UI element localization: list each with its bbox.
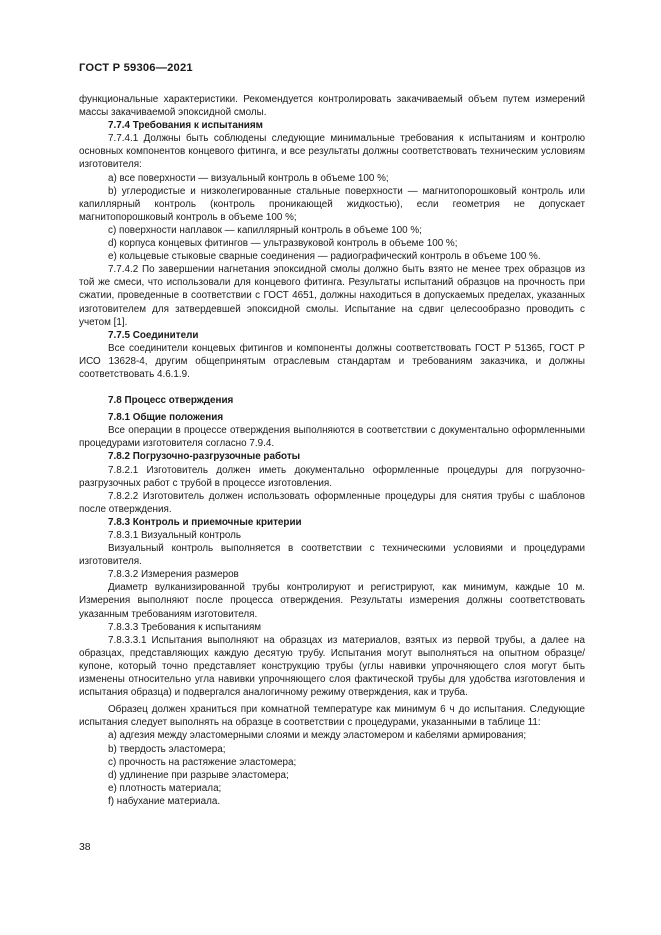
body-paragraph: d) корпуса концевых фитингов — ультразвуковой контроль в объеме 100 %; <box>108 238 458 250</box>
body-paragraph: функциональные характеристики. Рекомендуется контролировать закачиваемый объем путем измерений массы закачиваемой эпоксидной смолы. <box>79 94 585 119</box>
body-paragraph: c) поверхности наплавок — капиллярный контроль в объеме 100 %; <box>108 224 422 236</box>
body-paragraph: e) плотность материала; <box>108 782 222 794</box>
body-paragraph: Все соединители концевых фитингов и компоненты должны соответствовать ГОСТ Р 51365, ГОСТ Р ИСО 13628-4, другим общепринятым отраслевым стандартам и требованиям заказчика, и должны соответствовать 4.6.1.9. <box>79 342 585 380</box>
section-heading: 7.7.5 Соединители <box>108 329 199 341</box>
body-paragraph: d) удлинение при разрыве эластомера; <box>108 769 289 781</box>
section-heading: 7.7.4 Требования к испытаниям <box>108 120 263 132</box>
body-paragraph: а) все поверхности — визуальный контроль в объеме 100 %; <box>108 172 389 184</box>
body-paragraph: c) прочность на растяжение эластомера; <box>108 756 297 768</box>
body-paragraph: Диаметр вулканизированной трубы контролируют и регистрируют, как минимум, каждые 10 м. Измерения выполняют после процесса отверждения. Результаты измерения должны соответствовать указанным требованиям изготовителя. <box>79 582 585 620</box>
body-paragraph: 7.8.3.3 Требования к испытаниям <box>108 621 262 633</box>
body-paragraph: 7.7.4.2 По завершении нагнетания эпоксидной смолы должно быть взято не менее трех образцов из той же смеси, что использовали для концевого фитинга. Результаты испытаний образцов на прочность при сжатии, проведенные в соответствии с ГОСТ 4651, должны находиться в допускаемых пределах, указанных изготовителем для затвердевшей эпоксидной смолы. Испытание на сдвиг целесообразно проводить с учетом [1]. <box>79 264 585 328</box>
body-paragraph: 7.7.4.1 Должны быть соблюдены следующие минимальные требования к испытаниям и контролю основных компонентов концевого фитинга, и все результаты должны соответствовать техническим условиям изготовителя: <box>79 133 585 171</box>
body-paragraph: 7.8.2.2 Изготовитель должен использовать оформленные процедуры для снятия трубы с шаблонов после отверждения. <box>79 490 585 515</box>
body-paragraph: Образец должен храниться при комнатной температуре как минимум 6 ч до испытания. Следующие испытания следует выполнять на образце в соответствии с процедурами, указанными в таблице 11: <box>79 704 585 729</box>
body-paragraph: Визуальный контроль выполняется в соответствии с техническими условиями и процедурами изготовителя. <box>79 543 585 568</box>
section-heading: 7.8 Процесс отверждения <box>108 395 234 407</box>
page-body <box>79 93 585 808</box>
page-number: 38 <box>79 842 91 853</box>
body-paragraph: e) кольцевые стыковые сварные соединения — радиографический контроль в объеме 100 %. <box>108 251 541 263</box>
body-paragraph: 7.8.3.3.1 Испытания выполняют на образцах из материалов, взятых из первой трубы, а далее на образцах, представляющих каждую десятую трубу. Испытания могут выполняться на опытном образце/купоне, который точно представляет конструкцию трубы (углы навивки упрочняющего слоя могут быть изменены относительно угла навивки упрочняющего слоя фактической трубы для удобства изготовления и испытания образца) и подвергался аналогичному режиму отверждения, как и труба. <box>79 634 585 699</box>
body-paragraph: b) углеродистые и низколегированные стальные поверхности — магнитопорошковый контроль или капиллярный контроль (контроль проникающей жидкостью), если геометрия не допускает магнитопорошковый контроль в объеме 100 %; <box>79 185 585 223</box>
section-heading: 7.8.3 Контроль и приемочные критерии <box>108 516 302 528</box>
document-header: ГОСТ Р 59306—2021 <box>79 62 193 74</box>
body-paragraph: Все операции в процессе отверждения выполняются в соответствии с документально оформленными процедурами изготовителя согласно 7.9.4. <box>79 425 585 450</box>
body-paragraph: b) твердость эластомера; <box>108 743 226 755</box>
body-paragraph: 7.8.2.1 Изготовитель должен иметь документально оформленные процедуры для погрузочно-разгрузочных работ с трубой в процессе изготовления. <box>79 464 585 489</box>
body-paragraph: a) адгезия между эластомерными слоями и между эластомером и кабелями армирования; <box>108 730 527 742</box>
section-heading: 7.8.2 Погрузочно-разгрузочные работы <box>108 451 301 463</box>
section-heading: 7.8.1 Общие положения <box>108 412 224 424</box>
body-paragraph: 7.8.3.2 Измерения размеров <box>108 569 239 581</box>
body-paragraph: 7.8.3.1 Визуальный контроль <box>108 530 242 541</box>
body-paragraph: f) набухание материала. <box>108 795 221 807</box>
